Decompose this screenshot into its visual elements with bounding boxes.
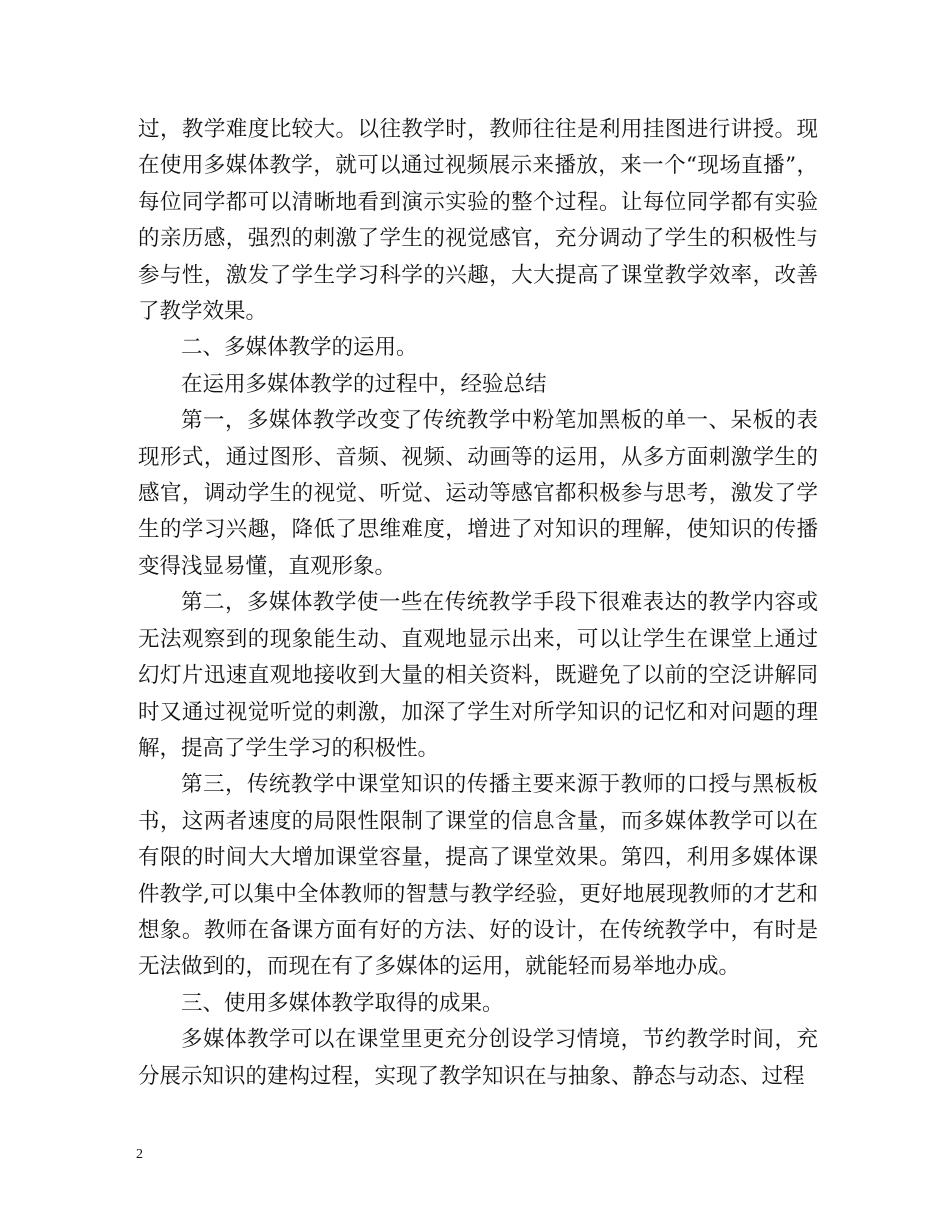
page-number: 2 bbox=[136, 1147, 143, 1162]
paragraph-point-1: 第一，多媒体教学改变了传统教学中粉笔加黑板的单一、呆板的表现形式，通过图形、音频、视频、动画等的运用，从多方面刺激学生的感官，调动学生的视觉、听觉、运动等感官都积极参与思考，激发了学生的学习兴趣，降低了思维难度，增进了对知识的理解，使知识的传播变得浅显易懂，直观形象。 bbox=[138, 408, 818, 579]
document-body bbox=[138, 112, 818, 1095]
paragraph-results: 多媒体教学可以在课堂里更充分创设学习情境，节约教学时间，充分展示知识的建构过程，实现了教学知识在与抽象、静态与动态、过程 bbox=[138, 1027, 818, 1089]
paragraph-point-3-4: 第三，传统教学中课堂知识的传播主要来源于教师的口授与黑板板书，这两者速度的局限性限制了课堂的信息含量，而多媒体教学可以在有限的时间大大增加课堂容量，提高了课堂效果。第四，利用多媒体课件教学,可以集中全体教师的智慧与教学经验，更好地展现教师的才艺和想象。教师在备课方面有好的方法、好的设计，在传统教学中，有时是无法做到的，而现在有了多媒体的运用，就能轻而易举地办成。 bbox=[138, 772, 818, 980]
paragraph-summary-intro: 在运用多媒体教学的过程中，经验总结 bbox=[181, 371, 547, 397]
section-heading-2: 二、多媒体教学的运用。 bbox=[181, 335, 418, 361]
section-heading-3: 三、使用多媒体教学取得的成果。 bbox=[181, 990, 504, 1016]
paragraph-point-2: 第二，多媒体教学使一些在传统教学手段下很难表达的教学内容或无法观察到的现象能生动、直观地显示出来，可以让学生在课堂上通过幻灯片迅速直观地接收到大量的相关资料，既避免了以前的空泛讲解同时又通过视觉听觉的刺激，加深了学生对所学知识的记忆和对问题的理解，提高了学生学习的积极性。 bbox=[138, 590, 818, 761]
paragraph-continuation: 过，教学难度比较大。以往教学时，教师往往是利用挂图进行讲授。现在使用多媒体教学，就可以通过视频展示来播放，来一个“现场直播”，每位同学都可以清晰地看到演示实验的整个过程。让每位同学都有实验的亲历感，强烈的刺激了学生的视觉感官，充分调动了学生的积极性与参与性，激发了学生学习科学的兴趣，大大提高了课堂教学效率，改善了教学效果。 bbox=[138, 117, 818, 325]
